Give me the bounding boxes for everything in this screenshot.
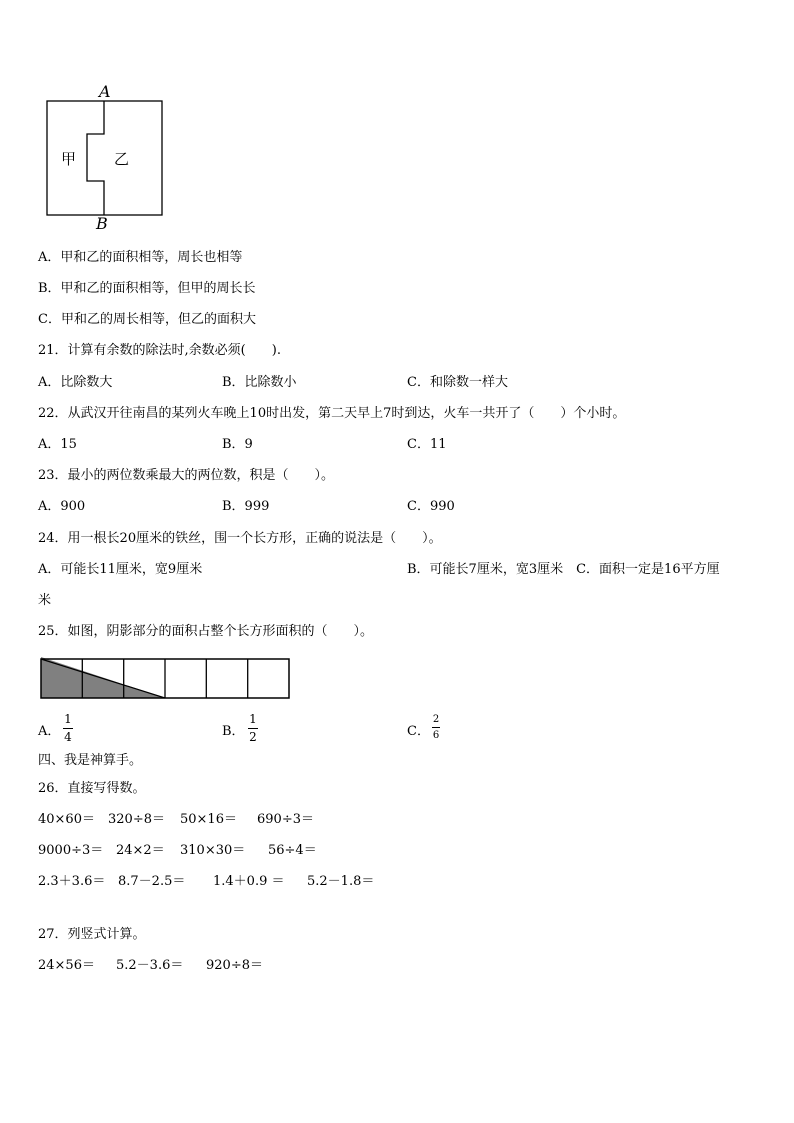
q23-stem: 23．最小的两位数乘最大的两位数，积是（ ）。 <box>38 468 335 483</box>
q25-stem: 25．如图，阴影部分的面积占整个长方形面积的（ ）。 <box>38 624 374 639</box>
q26-item: 690÷3＝ <box>257 812 314 827</box>
q24-option-c-tail: 米 <box>38 593 52 608</box>
q22-option-b: B．9 <box>222 437 253 452</box>
q25-option-b-prefix: B． <box>222 724 245 739</box>
q24-option-a: A．可能长11厘米，宽9厘米 <box>38 562 203 577</box>
q25-option-a-fraction <box>63 713 73 744</box>
fraction-denominator: 2 <box>249 730 257 744</box>
q21-option-c: C．和除数一样大 <box>407 375 508 390</box>
fraction-numerator: 1 <box>249 712 257 726</box>
q21-stem: 21．计算有余数的除法时,余数必须( ). <box>38 343 281 358</box>
q26-item: 1.4＋0.9 ＝ <box>213 874 285 889</box>
q27-item: 920÷8＝ <box>206 958 263 973</box>
q22-option-a: A．15 <box>38 437 77 452</box>
point-a-label: A <box>99 82 111 101</box>
q23-option-a: A．900 <box>38 499 86 514</box>
fraction-bar <box>248 728 258 729</box>
q22-stem: 22．从武汉开往南昌的某列火车晚上10时出发，第二天早上7时到达，火车一共开了（ ）个小时。 <box>38 406 626 421</box>
q22-option-c: C．11 <box>407 437 447 452</box>
section-4-heading: 四、我是神算手。 <box>38 753 143 768</box>
q26-item: 40×60＝ <box>38 812 95 827</box>
q26-item: 50×16＝ <box>180 812 237 827</box>
q23-option-b: B．999 <box>222 499 270 514</box>
fraction-bar <box>63 728 73 729</box>
q27-item: 5.2－3.6＝ <box>116 958 184 973</box>
q21-option-a: A．比除数大 <box>38 375 113 390</box>
q26-item: 24×2＝ <box>116 843 165 858</box>
q26-item: 310×30＝ <box>180 843 246 858</box>
q26-item: 9000÷3＝ <box>38 843 104 858</box>
fraction-bar <box>432 727 440 728</box>
q20-option-a: A．甲和乙的面积相等，周长也相等 <box>38 250 243 265</box>
q25-option-c-prefix: C． <box>407 724 430 739</box>
q20-option-c: C．甲和乙的周长相等，但乙的面积大 <box>38 312 256 327</box>
q26-item: 8.7－2.5＝ <box>118 874 186 889</box>
region-jia-label: 甲 <box>61 150 77 168</box>
region-yi-label: 乙 <box>114 150 130 168</box>
q25-option-c-fraction <box>432 714 440 741</box>
fraction-denominator: 6 <box>432 730 440 741</box>
fraction-numerator: 2 <box>432 714 440 725</box>
q26-item: 2.3＋3.6＝ <box>38 874 106 889</box>
q27-item: 24×56＝ <box>38 958 95 973</box>
q26-item: 5.2－1.8＝ <box>307 874 375 889</box>
q24-stem: 24．用一根长20厘米的铁丝，围一个长方形，正确的说法是（ ）。 <box>38 531 442 546</box>
q24-option-bc: B．可能长7厘米，宽3厘米 C．面积一定是16平方厘 <box>407 562 720 577</box>
fraction-numerator: 1 <box>64 712 72 726</box>
q25-option-a-prefix: A． <box>38 724 61 739</box>
q20-option-b: B．甲和乙的面积相等，但甲的周长长 <box>38 281 256 296</box>
q26-stem: 26．直接写得数。 <box>38 781 146 796</box>
q26-item: 56÷4＝ <box>268 843 317 858</box>
q23-option-c: C．990 <box>407 499 455 514</box>
q27-stem: 27．列竖式计算。 <box>38 927 146 942</box>
jia-yi-diagram <box>38 82 178 232</box>
point-b-label: B <box>96 214 108 233</box>
figure-jia-yi <box>38 82 178 232</box>
q21-option-b: B．比除数小 <box>222 375 297 390</box>
q26-item: 320÷8＝ <box>108 812 165 827</box>
q25-rectangle-figure <box>38 656 292 700</box>
q25-option-b-fraction <box>248 713 258 744</box>
fraction-denominator: 4 <box>64 730 72 744</box>
